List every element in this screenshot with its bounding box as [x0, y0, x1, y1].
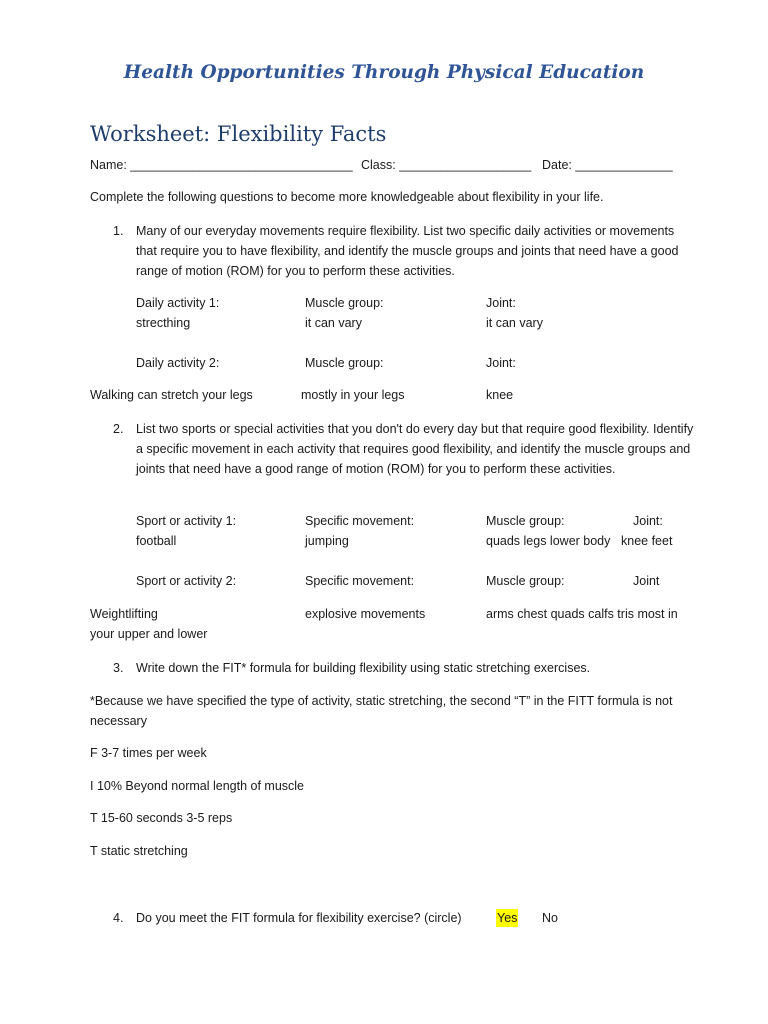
- q2-movement1-label: Specific movement:: [305, 514, 415, 528]
- q1-muscle2-label: Muscle group:: [305, 356, 384, 370]
- q2-movement2-label: Specific movement:: [305, 574, 415, 588]
- q2-muscle1-label: Muscle group:: [486, 514, 565, 528]
- class-field: Class: ___________________: [361, 158, 532, 172]
- name-field: Name: ________________________________: [90, 158, 353, 172]
- q1-activity2-label: Daily activity 2:: [136, 356, 220, 370]
- q2-text: List two sports or special activities that you don't do every day but that require good flexibility. Identify a specific movement in each activity that requires good flexibility, and identify the muscle groups and joints that need have a good range of motion (ROM) for you to perform these activities.: [136, 422, 694, 476]
- q2-movement2-answer: explosive movements: [305, 607, 426, 621]
- q4-number: 4.: [113, 911, 124, 925]
- date-field: Date: ______________: [542, 158, 673, 172]
- q2-muscle2-answer: arms chest quads calfs tris most in: [486, 607, 678, 621]
- document-header: Health Opportunities Through Physical Education: [123, 62, 645, 83]
- q3-text: Write down the FIT* formula for building flexibility using static stretching exercises.: [136, 661, 591, 675]
- fit-type: T static stretching: [90, 844, 188, 858]
- q2-muscle1-answer: quads legs lower body: [486, 534, 611, 548]
- q3-note: *Because we have specified the type of activity, static stretching, the second “T” in the FITT formula is not necessary: [90, 694, 673, 728]
- intro-text: Complete the following questions to become more knowledgeable about flexibility in your life.: [90, 190, 604, 204]
- q1-joint2-label: Joint:: [486, 356, 516, 370]
- q2-joint1-answer: knee feet: [621, 534, 673, 548]
- q4-no-option: No: [542, 911, 558, 925]
- q1-joint1-label: Joint:: [486, 296, 516, 310]
- q1-muscle2-answer: mostly in your legs: [301, 388, 405, 402]
- q2-joint2-label: Joint: [633, 574, 660, 588]
- q2-movement1-answer: jumping: [305, 534, 349, 548]
- q1-activity2-answer: Walking can stretch your legs: [90, 388, 253, 402]
- q4-yes-option: Yes: [497, 911, 518, 925]
- q2-sport2-answer: Weightlifting: [90, 607, 158, 621]
- q2-sport2-label: Sport or activity 2:: [136, 574, 237, 588]
- q1-activity1-answer: strecthing: [136, 316, 191, 330]
- q1-muscle1-answer: it can vary: [305, 316, 362, 330]
- q1-activity1-label: Daily activity 1:: [136, 296, 220, 310]
- q2-sport1-label: Sport or activity 1:: [136, 514, 237, 528]
- q2-muscle2-label: Muscle group:: [486, 574, 565, 588]
- fit-frequency: F 3-7 times per week: [90, 746, 207, 760]
- q1-joint1-answer: it can vary: [486, 316, 543, 330]
- fit-time: T 15-60 seconds 3-5 reps: [90, 811, 233, 825]
- q1-text: Many of our everyday movements require flexibility. List two specific daily activities or movements that require you to have flexibility, and identify the muscle groups and joints that need have a good range of motion (ROM) for you to perform these activities.: [136, 224, 679, 278]
- q4-text: Do you meet the FIT formula for flexibility exercise? (circle): [136, 911, 462, 925]
- q1-muscle1-label: Muscle group:: [305, 296, 384, 310]
- q2-number: 2.: [113, 422, 124, 436]
- q2-joint1-label: Joint:: [633, 514, 663, 528]
- fit-intensity: I 10% Beyond normal length of muscle: [90, 779, 305, 793]
- q2-answer-continued: your upper and lower: [90, 627, 208, 641]
- q2-sport1-answer: football: [136, 534, 177, 548]
- q1-joint2-answer: knee: [486, 388, 514, 402]
- worksheet-title: Worksheet: Flexibility Facts: [90, 122, 387, 146]
- q3-number: 3.: [113, 661, 124, 675]
- q1-number: 1.: [113, 224, 124, 238]
